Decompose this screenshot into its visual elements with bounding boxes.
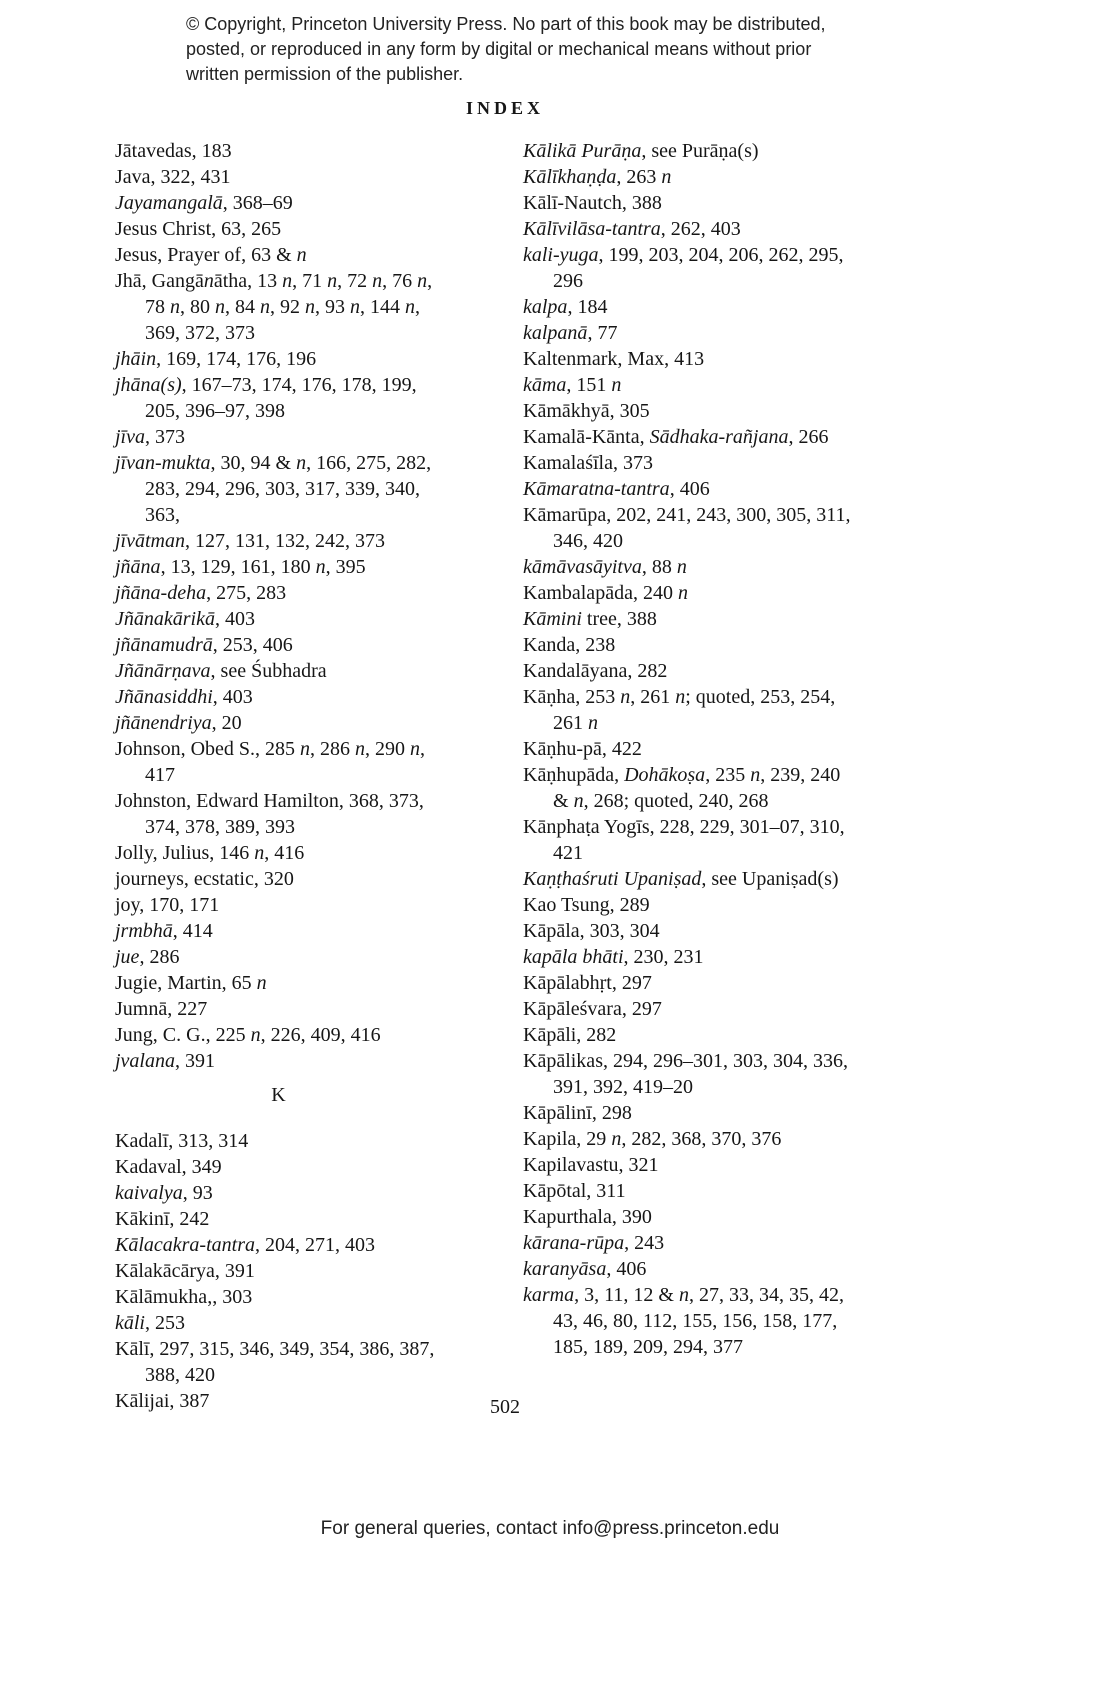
index-entry: Kānphaṭa Yogīs, 228, 229, 301–07, 310, 421 [523, 816, 845, 864]
index-entry: karma, 3, 11, 12 & n, 27, 33, 34, 35, 42, 43, 46, 80, 112, 155, 156, 158, 177, 185, 189, 209, 294, 377 [523, 1284, 844, 1358]
index-entry: jue, 286 [115, 946, 180, 968]
index-entry: Kāpōtal, 311 [523, 1180, 626, 1202]
index-entry: jñānendriya, 20 [115, 712, 242, 734]
index-entry: Kālacakra-tantra, 204, 271, 403 [115, 1234, 375, 1256]
index-entry: Kālī-Nautch, 388 [523, 192, 662, 214]
index-entry: kalpa, 184 [523, 296, 608, 318]
index-entry: Kālīvilāsa-tantra, 262, 403 [523, 218, 741, 240]
index-entry: Kāpāli, 282 [523, 1024, 617, 1046]
index-entry: Jhā, Gangānātha, 13 n, 71 n, 72 n, 76 n, 78 n, 80 n, 84 n, 92 n, 93 n, 144 n, 369, 372, 373 [115, 270, 433, 344]
index-entry: karanyāsa, 406 [523, 1258, 647, 1280]
index-entry: kāmāvasāyitva, 88 n [523, 556, 687, 578]
index-entry: Johnson, Obed S., 285 n, 286 n, 290 n, 417 [115, 738, 426, 786]
index-entry: Kāṇhupāda, Dohākoṣa, 235 n, 239, 240 & n, 268; quoted, 240, 268 [523, 764, 841, 812]
footer-contact: For general queries, contact info@press.princeton.edu [320, 1518, 780, 1539]
index-entry: Kamalā-Kānta, Sādhaka-rañjana, 266 [523, 426, 829, 448]
index-column-right [523, 138, 857, 1360]
index-entry: jvalana, 391 [115, 1050, 215, 1072]
index-entry: joy, 170, 171 [115, 894, 220, 916]
index-entry: Kadalī, 313, 314 [115, 1130, 249, 1152]
index-entry: Jesus Christ, 63, 265 [115, 218, 282, 240]
index-entry: Kālī, 297, 315, 346, 349, 354, 386, 387, 388, 420 [115, 1338, 435, 1386]
index-entry: Kāpālikas, 294, 296–301, 303, 304, 336, 391, 392, 419–20 [523, 1050, 848, 1098]
index-entry: Kāmākhyā, 305 [523, 400, 650, 422]
index-entry: kali-yuga, 199, 203, 204, 206, 262, 295, 296 [523, 244, 844, 292]
index-entry: Kāpālabhṛt, 297 [523, 972, 652, 994]
index-column-left [115, 138, 443, 1414]
index-entry: Jesus, Prayer of, 63 & n [115, 244, 307, 266]
index-entry: Kaltenmark, Max, 413 [523, 348, 705, 370]
index-entry: Java, 322, 431 [115, 166, 231, 188]
index-entry: Kālijai, 387 [115, 1390, 210, 1412]
index-entry: jhāna(s), 167–73, 174, 176, 178, 199, 205, 396–97, 398 [115, 374, 417, 422]
index-entry: Kāmini tree, 388 [523, 608, 657, 630]
index-entry: jñānamudrā, 253, 406 [115, 634, 293, 656]
index-entry: Kālakācārya, 391 [115, 1260, 255, 1282]
index-entry: jñāna, 13, 129, 161, 180 n, 395 [115, 556, 366, 578]
index-entry: Kapilavastu, 321 [523, 1154, 659, 1176]
copyright-notice: © Copyright, Princeton University Press. No part of this book may be distributed, posted, or reproduced in any form by digital or mechanical means without prior written permission of the publisher. [186, 14, 826, 84]
index-entry: Kao Tsung, 289 [523, 894, 650, 916]
index-entry: Kāmarūpa, 202, 241, 243, 300, 305, 311, 346, 420 [523, 504, 851, 552]
index-entry: kapāla bhāti, 230, 231 [523, 946, 704, 968]
index-entry: Kālāmukha,, 303 [115, 1286, 253, 1308]
index-entry: Kāṇha, 253 n, 261 n; quoted, 253, 254, 261 n [523, 686, 836, 734]
index-entry: Jayamangalā, 368–69 [115, 192, 293, 214]
index-entry: kārana-rūpa, 243 [523, 1232, 665, 1254]
page-number: 502 [490, 1396, 520, 1418]
index-entry: Jātavedas, 183 [115, 140, 232, 162]
index-entry: Kālikā Purāṇa, see Purāṇa(s) [523, 140, 759, 162]
index-entry: Johnston, Edward Hamilton, 368, 373, 374, 378, 389, 393 [115, 790, 424, 838]
index-entry: Kanda, 238 [523, 634, 616, 656]
index-entry: jrmbhā, 414 [115, 920, 213, 942]
index-entry: Jung, C. G., 225 n, 226, 409, 416 [115, 1024, 381, 1046]
index-entry: Kaṇṭhaśruti Upaniṣad, see Upaniṣad(s) [523, 868, 839, 890]
index-entry: jīva, 373 [115, 426, 185, 448]
index-entry: Jumnā, 227 [115, 998, 208, 1020]
index-entry: kalpanā, 77 [523, 322, 618, 344]
index-entry: Jugie, Martin, 65 n [115, 972, 267, 994]
index-entry: Kālīkhaṇḍa, 263 n [523, 166, 672, 188]
index-entry: Kandalāyana, 282 [523, 660, 668, 682]
index-entry: Kapurthala, 390 [523, 1206, 652, 1228]
index-entry: Kambalapāda, 240 n [523, 582, 688, 604]
index-entry: kaivalya, 93 [115, 1182, 213, 1204]
index-entry: Jñānakārikā, 403 [115, 608, 255, 630]
index-entry: Kāmaratna-tantra, 406 [523, 478, 710, 500]
index-entry: Jñānasiddhi, 403 [115, 686, 253, 708]
index-entry: Kamalaśīla, 373 [523, 452, 653, 474]
index-entry: Kāpāleśvara, 297 [523, 998, 662, 1020]
index-entry: Kāṇhu-pā, 422 [523, 738, 642, 760]
index-entry: kāma, 151 n [523, 374, 622, 396]
index-entry: Kākinī, 242 [115, 1208, 210, 1230]
index-entry: Kadaval, 349 [115, 1156, 222, 1178]
page-title: INDEX [465, 98, 544, 118]
index-entry: jīvan-mukta, 30, 94 & n, 166, 275, 282, 283, 294, 296, 303, 317, 339, 340, 363, [115, 452, 432, 526]
index-entry: kāli, 253 [115, 1312, 185, 1334]
index-entry: Kāpāla, 303, 304 [523, 920, 660, 942]
section-heading: K [271, 1084, 287, 1106]
index-entry: Kāpālinī, 298 [523, 1102, 632, 1124]
index-entry: jñāna-deha, 275, 283 [115, 582, 287, 604]
index-entry: jhāin, 169, 174, 176, 196 [115, 348, 317, 370]
index-entry: Jolly, Julius, 146 n, 416 [115, 842, 305, 864]
index-entry: jīvātman, 127, 131, 132, 242, 373 [115, 530, 385, 552]
index-entry: journeys, ecstatic, 320 [115, 868, 294, 890]
index-entry: Kapila, 29 n, 282, 368, 370, 376 [523, 1128, 782, 1150]
index-entry: Jñānārṇava, see Śubhadra [115, 660, 327, 682]
